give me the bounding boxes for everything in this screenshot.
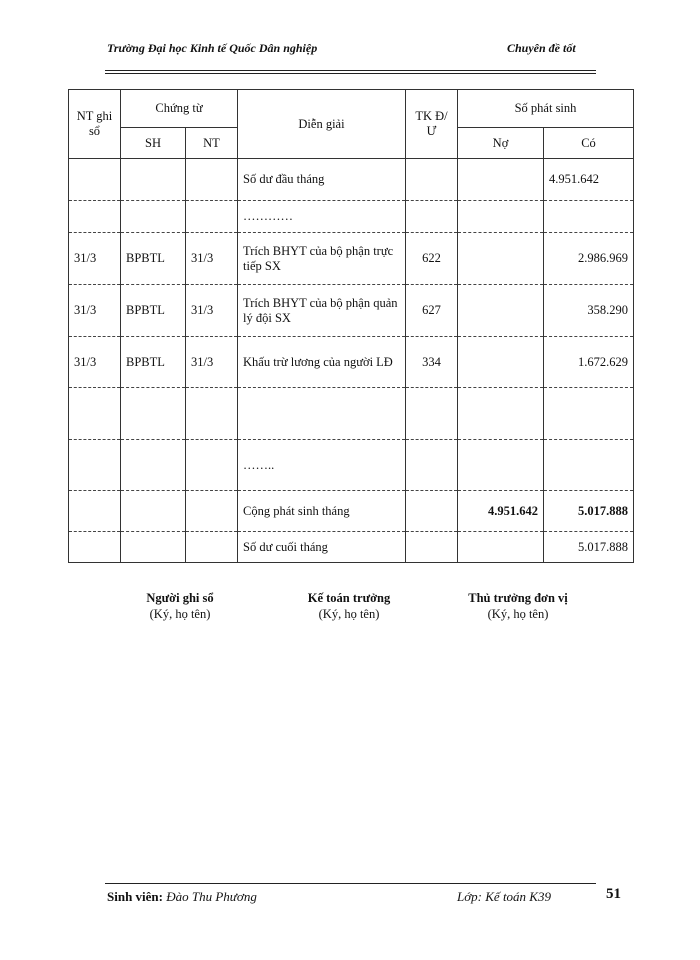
cell-nt: 31/3 [186,233,238,285]
cell-no [458,201,544,233]
col-header-tk-du: TK Đ/Ư [406,90,458,159]
cell-sh [121,532,186,563]
cell-sh [121,491,186,532]
cell-dien-giai: Trích BHYT của bộ phận quản lý đội SX [238,285,406,337]
cell-nt [186,440,238,491]
signature-chief-accountant [284,590,414,622]
page-number: 51 [606,886,621,902]
table-row-total [69,491,634,532]
cell-dien-giai: …….. [238,440,406,491]
cell-dien-giai [238,388,406,440]
cell-co [544,440,634,491]
header-rule-double [105,73,596,74]
footer-student [107,889,257,905]
footer-rule [105,883,596,884]
cell-co: 4.951.642 [544,159,634,201]
cell-dien-giai: Khấu trừ lương của người LĐ [238,337,406,388]
signature-title: Thủ trưởng đơn vị [468,591,568,605]
cell-nt-ghi-so: 31/3 [69,285,121,337]
cell-no [458,337,544,388]
cell-tk: 334 [406,337,458,388]
cell-tk: 622 [406,233,458,285]
cell-tk: 627 [406,285,458,337]
signature-note: (Ký, họ tên) [487,607,549,621]
cell-dien-giai: Trích BHYT của bộ phận trực tiếp SX [238,233,406,285]
cell-co: 358.290 [544,285,634,337]
cell-nt [186,388,238,440]
cell-tk [406,201,458,233]
cell-nt: 31/3 [186,285,238,337]
cell-no [458,285,544,337]
col-header-nt-ghi-so: NT ghi sổ [69,90,121,159]
cell-sh [121,201,186,233]
cell-nt-ghi-so [69,491,121,532]
cell-nt-ghi-so: 31/3 [69,337,121,388]
cell-dien-giai: ………… [238,201,406,233]
cell-sh: BPBTL [121,285,186,337]
cell-nt: 31/3 [186,337,238,388]
col-header-no: Nợ [458,128,544,159]
cell-sh: BPBTL [121,233,186,285]
cell-tk [406,388,458,440]
cell-dien-giai: Số dư cuối tháng [238,532,406,563]
signature-note: (Ký, họ tên) [149,607,211,621]
cell-tk [406,491,458,532]
cell-nt-ghi-so [69,159,121,201]
table-row [69,388,634,440]
cell-nt [186,491,238,532]
table-row [69,201,634,233]
cell-dien-giai: Cộng phát sinh tháng [238,491,406,532]
cell-no [458,159,544,201]
col-header-co: Có [544,128,634,159]
table-row [69,159,634,201]
signature-title: Kế toán trưởng [307,591,391,605]
signature-head-of-unit [448,590,588,622]
cell-co: 5.017.888 [544,491,634,532]
header-doc-type: Chuyên đề tốt [507,41,576,55]
cell-sh: BPBTL [121,337,186,388]
cell-co [544,201,634,233]
signature-title: Người ghi sổ [146,591,214,605]
cell-tk [406,159,458,201]
cell-no [458,532,544,563]
signature-note: (Ký, họ tên) [318,607,380,621]
cell-co [544,388,634,440]
cell-sh [121,159,186,201]
col-header-sh: SH [121,128,186,159]
cell-nt-ghi-so [69,201,121,233]
cell-nt [186,532,238,563]
cell-nt-ghi-so [69,440,121,491]
cell-nt [186,159,238,201]
footer-student-label: Sinh viên: [107,889,163,904]
ledger-table [68,89,634,563]
table-row-closing [69,532,634,563]
footer-class: Lớp: Kế toán K39 [457,889,551,904]
cell-co: 5.017.888 [544,532,634,563]
table-row [69,440,634,491]
table-row [69,233,634,285]
cell-sh [121,440,186,491]
col-header-so-phat-sinh: Số phát sinh [458,90,634,128]
header-school-name: Trường Đại học Kinh tế Quốc Dân nghiệp [107,41,318,55]
footer-student-name: Đào Thu Phương [166,889,257,904]
col-header-nt: NT [186,128,238,159]
cell-co: 2.986.969 [544,233,634,285]
cell-tk [406,440,458,491]
cell-no: 4.951.642 [458,491,544,532]
cell-nt-ghi-so [69,532,121,563]
cell-nt-ghi-so [69,388,121,440]
table-header-row [69,90,634,128]
cell-nt-ghi-so: 31/3 [69,233,121,285]
col-header-chung-tu: Chứng từ [121,90,238,128]
cell-nt [186,201,238,233]
cell-dien-giai: Số dư đầu tháng [238,159,406,201]
cell-co: 1.672.629 [544,337,634,388]
cell-no [458,440,544,491]
cell-tk [406,532,458,563]
header-rule [105,70,596,71]
cell-sh [121,388,186,440]
table-row [69,285,634,337]
cell-no [458,388,544,440]
col-header-dien-giai: Diễn giải [238,90,406,159]
cell-no [458,233,544,285]
table-row [69,337,634,388]
signature-recorder [115,590,245,622]
